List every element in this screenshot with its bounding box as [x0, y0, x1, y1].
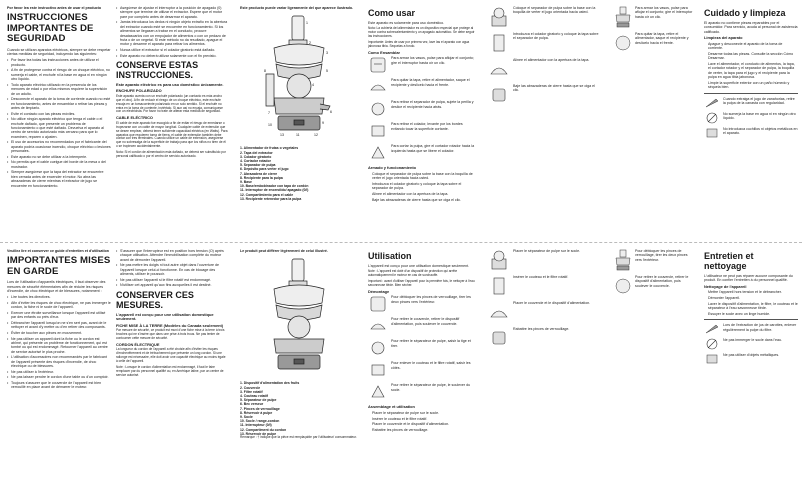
list-item: • Evite el contacto con las piezas móviles.	[7, 112, 111, 116]
step-item	[488, 301, 600, 323]
fr-column-4	[368, 249, 476, 434]
list-item: • Toujours s'assurer que le couvercle de l'appareil est bien verrouillé en place avant de démarrer le moteur.	[7, 381, 111, 390]
assembly-illustration	[488, 249, 510, 271]
fr-safety-list	[7, 295, 111, 389]
step-text: Para armar los vasos, pulse para aflojar el conjunto; gire el interruptor hasta oír un clic.	[635, 6, 693, 19]
list-item: Alinee el alimentador con la apertura de la tapa.	[372, 192, 449, 197]
es-column-2	[116, 6, 228, 161]
warning-text: No introduzca cuchillos ni objetos metálicos en el aparato.	[723, 126, 798, 136]
es-care-title: Cuidado y limpieza	[704, 8, 786, 18]
es-steps-label: Como Ensamblar	[368, 49, 400, 55]
svg-text:1: 1	[306, 21, 308, 26]
svg-text:6: 6	[330, 110, 332, 115]
no-metal-icon	[704, 127, 720, 139]
svg-text:5: 5	[326, 69, 328, 74]
list-item: Coloque el separador de pulpa sobre la base con la boquilla de verter el jugo orientada hacia usted.	[372, 171, 473, 181]
juicer-diagram	[240, 14, 358, 142]
list-item: 3. Colador giratorio	[240, 154, 272, 159]
step-text: Para retirar el colador, levante por los bordes evitando tocar la superficie cortante.	[391, 122, 463, 131]
step-item	[368, 122, 476, 140]
juicer-small-illustration	[614, 32, 632, 54]
list-item: Desarme todas las piezas. Consulte la sección Cómo Desarmar.	[708, 51, 794, 61]
es-column-6	[614, 6, 694, 58]
list-item: 7. Abrazadera de cierre	[240, 171, 278, 176]
step-item	[488, 327, 600, 349]
es-care-intro: El aparato no contiene piezas reparables por el consumidor. Para servicio, acuda al personal de asistencia calificado.	[704, 21, 798, 34]
fr-keep-sub: L'appareil est conçu pour une utilisation domestique seulement.	[116, 311, 214, 322]
list-item: Introduzca el colador giratorio y coloque la tapa sobre el separador de pulpa.	[372, 181, 462, 191]
step-item	[488, 249, 600, 271]
list-item: 12. Compartiment du cordon	[240, 427, 287, 432]
list-item: • Lire toutes les directives.	[7, 295, 111, 299]
list-item: 8. Recipiente para la pulpa	[240, 175, 283, 180]
list-item: Limpie la superficie exterior con un paño húmedo y séquela bien.	[708, 81, 790, 90]
list-item: 13. Réservoir de pulpe	[240, 431, 277, 436]
fr-care-title: Entretien et nettoyage	[704, 251, 754, 271]
step-item	[488, 275, 600, 297]
step-text: Pour retirer le couvercle, retirer le dispositif d'alimentation, puis soulever le couvercle.	[391, 317, 460, 326]
list-item: Placer le couvercle et le dispositif d'alimentation.	[372, 422, 450, 427]
fr-steps-label: Démontage	[368, 289, 390, 295]
list-item: 3. Filtre rotatif	[240, 389, 263, 394]
list-item: • Jamás introduzca los dedos ni ningún objeto extraño en la abertura del extractor cuando esté se encuentre en funcionamiento. Si los alimentos se llegasen a trabar en el conducto, procure desatascarlos con un empujador de alimentos o con un pedazo de fruta o de un vegetal. Si este método no da resultado, apague el motor y desarme el aparato para retirar los alimentos.	[116, 20, 228, 46]
list-item: 6. Depósito para verter el jugo	[240, 167, 289, 172]
assembly-illustration	[488, 6, 510, 28]
list-item: 2. Couvercle	[240, 385, 261, 390]
list-item: Laver le dispositif d'alimentation, le filtre, le couteau et le séparateur à l'eau savonneuse tiède.	[708, 301, 798, 311]
svg-text:2: 2	[309, 41, 311, 46]
svg-text:4: 4	[312, 83, 314, 88]
warning-text: Cuando extraiga el jugo de zanahorias, retire la pulpa de la canasta con regularidad.	[723, 96, 795, 106]
step-item	[368, 361, 476, 379]
fr-safety-title: IMPORTANTES MISES EN GARDE	[7, 255, 111, 277]
warning-item	[704, 112, 798, 124]
list-item: 1. Alimentador de frutas o vegetales	[240, 146, 299, 151]
step-text: Pour retirer le séparateur de pulpe, saisir la tige et tirer.	[391, 339, 471, 348]
fr-howto-important: Important : avant d'utiliser l'appareil pour la première fois, le nettoyer à l'eau savonneuse tiède. Bien sécher.	[368, 279, 475, 288]
step-text: Rabattre les pinces de verrouillage.	[513, 327, 570, 331]
step-2-illustration	[368, 317, 388, 335]
fr-howto-title: Utilisation	[368, 251, 412, 261]
fr-illus-note: Le produit peut différer légèrement de celui illustré.	[240, 249, 328, 253]
es-column-7	[704, 6, 798, 142]
es-assembly-label: Armado y funcionamiento	[368, 165, 416, 171]
list-item: 10. Base/embobinador con tapa de cordón	[240, 184, 309, 189]
es-howto-note: Nota: La cubierta del alimentador es un dispositivo especial que protege al motor contra sobrecalentamiento y un apagado automático. Se debe seguir las instrucciones.	[368, 26, 475, 39]
juicer-small-illustration	[614, 249, 632, 271]
fr-cord-text: La longueur du cordon de l'appareil a été choisie afin d'éviter les risques d'enchevêtrement et de trébuchement que présente un long cordon. Si une rallonge est nécessaire, elle doit avoir une capacité électrique au moins égale à celle de l'appareil.	[116, 347, 226, 363]
svg-text:13: 13	[280, 133, 284, 138]
fr-plug-text: Par mesure de sécurité, ce produit est muni d'une fiche mise à la terre à trois broches qui ne s'insère que dans une prise à trois trous. Ne pas tenter de contourner cette mesure de sécurité.	[116, 328, 225, 340]
list-item: 2. Tapa del extractor	[240, 150, 273, 155]
list-item: 9. Base	[240, 180, 252, 185]
list-item: • Ne pas utiliser l'appareil si le filtre rotatif est endommagé.	[116, 278, 228, 282]
es-column-3	[240, 6, 358, 201]
list-item: • Todo aparato eléctrico utilizado en la presencia de los menores de edad o por ellos mismos requiere la supervisión de un adulto.	[7, 83, 111, 96]
list-item: • Ne pas utiliser à l'extérieur.	[7, 370, 111, 374]
list-item: • Por favor lea todas las instrucciones antes de utilizar el producto.	[7, 58, 111, 67]
step-5-illustration	[368, 144, 388, 162]
step-text: Pour retirer le couvercle, retirer le dispositif d'alimentation, puis soulever le couvercle.	[635, 275, 689, 288]
juicer-small-illustration	[614, 275, 632, 297]
es-care-list	[704, 42, 798, 90]
list-item: • Afin d'éviter les risques de choc électrique, ne pas immerger le cordon, la fiche ni le socle de l'appareil.	[7, 301, 111, 310]
es-illus-note: Este producto puede variar ligeramente del que aparece ilustrado.	[240, 6, 354, 10]
es-safety-title: INSTRUCCIONES IMPORTANTES DE SEGURIDAD	[7, 12, 94, 45]
list-item: • Siempre asegúrese que la tapa del extractor se encuentre bien cerrada antes de encender el motor. No abra las abrazaderas de cierre mientras el extractor de jugo se encuentre en funcionamiento.	[7, 170, 111, 188]
step-text: Pour enlever le couteau et le filtre rotatif, saisir les côtés.	[391, 361, 471, 370]
step-text: Insérer le couteau et le filtre rotatif.	[513, 275, 569, 279]
list-item: Mettre l'appareil hors tension et le débrancher.	[708, 290, 782, 295]
carrot-icon	[704, 323, 720, 335]
list-item: • Ne pas mettre les doigts ni tout autre objet dans l'ouverture de l'appareil lorsque celui-ci fonctionne. En cas de blocage des aliments, utiliser le poussoir.	[116, 263, 228, 276]
step-item	[488, 32, 600, 54]
list-item: 1. Dispositif d'alimentation des fruits	[240, 381, 300, 386]
list-item: • Asegúrese de ajustar el interruptor a la posición de apagado (0) siempre que termine de utilizar el extractor. Espere que el motor pare por completo antes de desarmar el aparato.	[116, 6, 228, 19]
list-item: 11. Interrupteur (0/I)	[240, 423, 272, 428]
fr-keep-title: CONSERVER CES MESURES.	[116, 289, 194, 310]
step-item	[368, 295, 476, 313]
svg-text:12: 12	[314, 133, 318, 138]
warning-text: Ne pas utiliser d'objets métalliques.	[723, 353, 780, 358]
juicer-illustration	[264, 14, 334, 142]
list-item: Essuyer le socle avec un linge humide.	[708, 312, 771, 317]
no-metal-icon	[704, 353, 720, 365]
es-howto-title: Como usar	[368, 8, 416, 18]
list-item: 4. Cortador rotador	[240, 159, 271, 164]
assembly-illustration	[488, 32, 510, 54]
es-keep-title: CONSERVE ESTAS INSTRUCCIONES.	[116, 60, 199, 81]
step-text: Baje las abrazaderas de cierre hasta que se oiga el clic.	[513, 84, 595, 93]
list-item: • S'assurer que l'interrupteur est en position hors tension (O) après chaque utilisation. Attendre l'immobilisation complète du moteur avant de démonter l'appareil.	[116, 249, 228, 262]
warning-item	[704, 338, 798, 350]
step-item	[368, 339, 476, 357]
step-4-illustration	[368, 122, 388, 140]
step-item	[614, 32, 694, 54]
step-item	[614, 249, 694, 271]
fr-parts-list	[240, 381, 358, 436]
warning-item	[704, 323, 798, 335]
list-item: • No utilice ningún aparato eléctrico que tenga el cable o el enchufe dañado, que presente un problema de funcionamiento o que esté dañado. Devuelva el aparato al centro de servicio autorizado más cercano para que lo examinen, reparen o ajusten.	[7, 117, 111, 139]
list-item: Rabattre les pinces de verrouillage.	[372, 428, 429, 433]
warning-item	[704, 97, 798, 109]
step-item	[488, 58, 600, 80]
es-howto-intro: Este aparato es solamente para uso doméstico.	[368, 21, 445, 25]
step-3-illustration	[368, 100, 388, 118]
list-item: 8. Réservoir à pulpe	[240, 410, 273, 415]
fr-column-6	[614, 249, 694, 301]
assembly-illustration	[488, 275, 510, 297]
warning-item	[704, 353, 798, 365]
list-item: Placer le séparateur de pulpe sur le socle.	[372, 410, 440, 415]
list-item: • L'utilisation d'accessoires non recommandés par le fabricant de l'appareil présente des risques d'incendie, de choc électrique ou de blessures.	[7, 355, 111, 368]
es-cord-heading: CABLE ELÉCTRICO	[116, 115, 153, 121]
list-item: 6. Bec verseur	[240, 402, 264, 407]
step-item	[614, 275, 694, 297]
juicer-diagram	[240, 257, 358, 377]
step-text: Placer le couvercle et le dispositif d'alimentation.	[513, 301, 591, 305]
list-item: • Débrancher l'appareil lorsqu'on ne s'en sert pas, avant de le nettoyer et avant d'y mettre ou d'en retirer des composants.	[7, 321, 111, 330]
step-1-illustration	[368, 295, 388, 313]
fr-assembly-list	[368, 411, 476, 433]
step-item	[368, 78, 476, 96]
warning-text: No sumerja la base en agua ni en ningún otro líquido.	[723, 111, 796, 121]
list-item: Lave el alimentador, el conducto de alimentos, la tapa, el cortador rotador y el separador de pulpa, la boquilla de verter, la tapa para el jugo y el recipiente para la pulpa en agua tibia jabonosa.	[708, 62, 795, 80]
fr-parts-note: Remarque : † indique que la pièce est remplaçable par l'utilisateur/ consommateur.	[240, 435, 357, 440]
step-item	[368, 317, 476, 335]
fr-plug-heading: FICHE MISE À LA TERRE (Modèles du Canada seulement)	[116, 322, 224, 328]
list-item: Insérer le couteau et le filtre rotatif.	[372, 416, 428, 421]
list-item: 5. Séparateur de pulpe	[240, 398, 277, 403]
list-item: Baje las abrazaderas de cierre hasta que se oiga el clic.	[372, 197, 462, 202]
juicer-illustration	[264, 257, 334, 377]
list-item: • Ne pas utiliser un appareil dont la fiche ou le cordon est abîmé, qui présente un problème de fonctionnement, qui est tombé ou qui est endommagé. Retourner l'appareil au centre de service autorisé le plus proche.	[7, 337, 111, 355]
list-item: 5. Separador de pulpa	[240, 163, 276, 168]
assembly-illustration	[488, 58, 510, 80]
es-assembly-list	[368, 172, 476, 203]
warning-text: Ne pas immerger le socle dans l'eau.	[723, 338, 783, 343]
list-item: • Ne pas laisser pendre le cordon d'une table ou d'un comptoir.	[7, 375, 111, 379]
list-item: • A fin de protegerse contra el riesgo de un choque eléctrico, no sumerja el cable, el enchufe ni la base en agua ni en ningún otro líquido.	[7, 68, 111, 81]
step-text: Para quitar la tapa, retire el alimentador, saque el recipiente y deslícelo hacia el frente.	[635, 32, 689, 45]
es-safety-list	[7, 58, 111, 188]
list-item: • Desconecte el aparato de la toma de corriente cuando no esté en funcionamiento, antes de ensamblar o retirar las piezas y antes de limpiarlo.	[7, 97, 111, 110]
assembly-illustration	[488, 301, 510, 323]
step-text: Para quitar la tapa, retire el alimentador, saque el recipiente y deslícelo hacia el frente.	[391, 78, 470, 87]
es-safety-list-cont	[116, 6, 228, 58]
step-text: Para cortar la pulpa, gire el cortador rotador hacia la izquierda hasta que se libere el colador.	[391, 144, 475, 153]
list-item: • Exercer une étroite surveillance lorsque l'appareil est utilisé par des enfants ou près d'eux.	[7, 311, 111, 320]
fr-header-note: Veuillez lire et conserver ce guide d'entretien et d'utilisation	[7, 249, 109, 253]
fr-care-intro: L'utilisateur ne peut pas réparer aucune composante du produit. En confier l'entretien à du personnel qualifié.	[704, 274, 793, 283]
assembly-illustration	[488, 84, 510, 106]
list-item: • Este aparato no deberá utilizar solamente con el fin previsto.	[116, 54, 228, 58]
es-column-4	[368, 6, 476, 204]
svg-text:11: 11	[296, 133, 300, 138]
es-plug-text: Este aparato cuenta con un enchufe polarizado (un contacto es más ancho que el otro). A fin de reducir el riesgo de un choque eléctrico, este enchufe encaja en un tomacorriente polarizado en un solo sentido. Si el enchufe no entra en la toma de corriente, inviértalo. Si aun así no encaja, comuníquese con un electricista. Por favor no trate de alterar esta medida de seguridad.	[116, 93, 223, 114]
svg-text:7: 7	[268, 111, 270, 116]
es-keep-sub: Este aparato eléctrico es para uso doméstico únicamente.	[116, 82, 224, 88]
list-item: Apague y desconecte el aparato de la toma de corriente.	[708, 41, 783, 51]
list-item: • N'utiliser cet appareil qu'aux fins auxquelles il est destiné.	[116, 283, 228, 287]
step-1-illustration	[368, 56, 388, 74]
list-item: • Éviter de toucher aux pièces en mouvement.	[7, 331, 111, 335]
step-text: Para retirar el separador de pulpa, sujete la perilla y deslice el recipiente hacia atrás.	[391, 100, 474, 109]
es-safety-intro: Cuando se utilizan aparatos eléctricos, siempre se debe respetar ciertas medidas de seguridad, incluyendo las siguientes:	[7, 47, 111, 57]
es-column-5	[488, 6, 600, 110]
list-item: • No permita que el cable cuelgue del borde de la mesa o del mostrador.	[7, 160, 111, 169]
step-text: Coloque el separador de pulpa sobre la base con la boquilla de verter el jugo orientada hacia usted.	[513, 6, 596, 15]
no-immerse-icon	[704, 338, 720, 350]
divider	[704, 319, 798, 320]
fr-howto-note: Note : L'appareil est doté d'un dispositif de protection qui arrête automatiquement le moteur en cas de surchauffe.	[368, 269, 458, 278]
fr-column-5	[488, 249, 600, 353]
list-item: 7. Pinces de verrouillage	[240, 406, 280, 411]
step-item	[488, 84, 600, 106]
fr-column-1	[7, 249, 111, 391]
fr-howto-intro: L'appareil est conçu pour une utilisation domestique seulement.	[368, 264, 470, 268]
step-item	[614, 6, 694, 28]
step-text: Pour retirer le séparateur de pulpe, le soulever du socle.	[391, 383, 471, 392]
step-text: Introduzca el colador giratorio y coloque la tapa sobre el separador de pulpa.	[513, 32, 599, 41]
step-text: Pour débloquer les pinces de verrouillage, tirer les deux pinces vers l'extérieur.	[391, 295, 471, 304]
list-item: 12. Compartimiento para el cable	[240, 192, 294, 197]
divider	[704, 93, 798, 94]
list-item: 13. Recipiente retenedor para la pulpa	[240, 196, 302, 201]
step-text: Para armar los vasos, pulse para aflojar el conjunto; gire el interruptor hasta oír un clic.	[391, 56, 474, 65]
step-text: Placer le séparateur de pulpe sur le socle.	[513, 249, 581, 253]
step-text: Pour débloquer les pinces de verrouillage, tirer les deux pinces vers l'extérieur.	[635, 249, 688, 262]
assembly-illustration	[488, 327, 510, 349]
list-item: • Nunca utilice el extractor si el colador giratorio está dañado.	[116, 48, 228, 52]
svg-text:8: 8	[264, 69, 266, 74]
svg-text:9: 9	[322, 121, 324, 126]
fr-column-7	[704, 249, 798, 368]
svg-text:10: 10	[268, 123, 272, 128]
es-cord-note: Nota: Si el cordón de alimentación esta dañado, se deberá ser substituido por personal calificado o por el centro de servicio autorizado.	[116, 150, 226, 159]
fr-assembly-label: Assemblage et utilisation	[368, 404, 415, 410]
list-item: • El uso de accesorios no recomendados por el fabricante del aparato podría ocasionar incendio, choque eléctrico o lesiones personales.	[7, 140, 111, 153]
fr-care-list	[704, 290, 798, 316]
fr-column-2	[116, 249, 228, 380]
step-5-illustration	[368, 383, 388, 401]
es-parts-list	[240, 146, 358, 201]
step-item	[368, 56, 476, 74]
list-item: 10. Socle / range-cordon	[240, 419, 280, 424]
carrot-icon	[704, 97, 720, 109]
step-2-illustration	[368, 78, 388, 96]
es-howto-important: Importante: Antes de usar por primera vez, lave las el aparato con agua jabonosa tibia. Sequelas a fondo.	[368, 40, 470, 49]
es-header-note: Por favor lea este instructivo antes de usar el producto	[7, 6, 102, 10]
es-care-heading: Limpieza del aparato	[704, 35, 743, 41]
step-item	[368, 383, 476, 401]
es-column-1	[7, 6, 111, 189]
step-item	[488, 6, 600, 28]
fr-safety-list-cont	[116, 249, 228, 288]
list-item: 11. Interruptor de encendido/ apagado (0/I)	[240, 188, 309, 193]
fr-cord-heading: CORDON ÉLECTRIQUE	[116, 341, 160, 347]
juicer-small-illustration	[614, 6, 632, 28]
list-item: 4. Couteau rotatif	[240, 394, 268, 399]
list-item: 9. Socle	[240, 415, 253, 420]
french-section	[0, 242, 802, 484]
warning-text: Lors de l'extraction de jus de carottes, enlever régulièrement la pulpe du filtre.	[723, 323, 797, 332]
svg-text:3: 3	[326, 51, 328, 56]
list-item: • Este aparato no se debe utilizar a la intemperie.	[7, 155, 111, 159]
fr-column-3	[240, 249, 358, 442]
warning-item	[704, 127, 798, 139]
step-text: Alinee el alimentador con la apertura de la tapa.	[513, 58, 590, 62]
es-cord-text: El cable de este aparato fue escogido a fin de evitar el riesgo de enredarse o tropezarse con un cable de mayor longitud. Cualquier cable de extensión que se desee emplear, deberá tener suficiente capacidad eléctrica (en Watts). Para aparatos que requieren toma de tierra, el cable de extensión también debe contar con tres terminales. Cuando utilice un cable de extensión, asegúrese que no sobresalga de la superficie de trabajo para que los niños no tiren de él o se tropiecen accidentalmente.	[116, 120, 228, 149]
fr-cord-note: Note : Lorsque le cordon d'alimentation est endommagé, il faut le faire remplacer par du personnel qualifié ou, en Amérique latine, par un centre de service autorisé.	[116, 364, 224, 377]
es-plug-heading: ENCHUFE POLARIZADO	[116, 88, 162, 94]
step-item	[368, 100, 476, 118]
no-immerse-icon	[704, 112, 720, 124]
step-4-illustration	[368, 361, 388, 379]
fr-care-heading: Nettoyage de l'appareil	[704, 283, 747, 289]
step-3-illustration	[368, 339, 388, 357]
fr-safety-intro: Lors de l'utilisation d'appareils électriques, il faut observer des mesures de sécurité élémentaires afin de réduire les risques d'incendie, de choc électrique et de blessures, notamment :	[7, 280, 106, 294]
list-item: Démonter l'appareil.	[708, 296, 741, 301]
step-item	[368, 144, 476, 162]
